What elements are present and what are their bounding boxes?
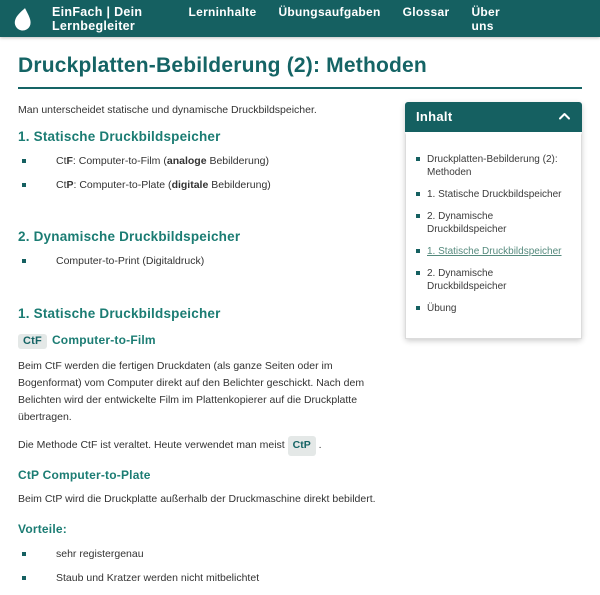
toc-header[interactable] — [405, 102, 582, 132]
vorteile-list — [18, 547, 395, 587]
heading-statische-uebersicht: 1. Statische Druckbildspeicher — [18, 128, 221, 144]
content-row — [18, 99, 582, 595]
ctf-veraltet-paragraph: Die Methode CtF ist veraltet. Heute verwendet man meist CtP . — [18, 436, 395, 456]
toc-item-uebung[interactable]: Übung — [416, 302, 571, 315]
chevron-up-icon[interactable] — [558, 109, 571, 124]
list-item-registergenau: sehr registergenau — [18, 547, 395, 563]
nav-link-ueber-uns[interactable]: Über uns — [471, 4, 500, 33]
ctp-inline-badge: CtP — [288, 436, 316, 456]
toc-box — [405, 102, 582, 339]
toc-item-dynamische-2[interactable]: 2. Dynamische Druckbildspeicher — [416, 267, 571, 293]
ctf-paragraph: Beim CtF werden die fertigen Druckdaten (als ganze Seiten oder im Bogenformat) vom Computer direkt auf den Belichter geschickt. Nach dem Belichten wird der entwickelte Film im Plattenkopierer auf die Druckplatte übertragen. — [18, 360, 365, 423]
toc-item-statische-1[interactable]: 1. Statische Druckbildspeicher — [416, 188, 571, 201]
toc-body — [405, 132, 582, 339]
vorteile-label: Vorteile: — [18, 522, 67, 536]
heading-ctf: CtF Computer-to-Film — [18, 333, 395, 349]
toc-title: Inhalt — [416, 109, 453, 124]
navbar — [0, 0, 600, 37]
list-item-ctp: CtP: Computer-to-Plate (digitale Bebilderung) — [18, 178, 395, 194]
intro-text: Man unterscheidet statische und dynamische Druckbildspeicher. — [18, 104, 317, 116]
toc-item-statische-2-active[interactable]: 1. Statische Druckbildspeicher — [416, 245, 571, 258]
brand-title[interactable]: EinFach | Dein Lernbegleiter — [52, 4, 143, 33]
nav-link-uebungsaufgaben[interactable]: Übungsaufgaben — [278, 4, 381, 19]
statische-list — [18, 154, 395, 194]
list-item-ctf: CtF: Computer-to-Film (analoge Bebilderung) — [18, 154, 395, 170]
nav-links — [188, 5, 500, 33]
toc-sidebar — [405, 99, 582, 595]
nav-link-lerninhalte[interactable]: Lerninhalte — [188, 4, 257, 19]
list-item-computer-to-print: Computer-to-Print (Digitaldruck) — [18, 254, 395, 270]
brand-logo-drop-icon[interactable] — [14, 6, 34, 32]
list-item-staub-kratzer: Staub und Kratzer werden nicht mitbelichtet — [18, 571, 395, 587]
heading-ctp: CtP Computer-to-Plate — [18, 468, 151, 482]
page-title: Druckplatten-Bebilderung (2): Methoden — [18, 54, 427, 77]
ctp-paragraph: Beim CtP wird die Druckplatte außerhalb der Druckmaschine direkt bebildert. — [18, 493, 376, 505]
nav-link-glossar[interactable]: Glossar — [402, 4, 450, 19]
title-divider — [18, 87, 582, 89]
dynamische-list — [18, 254, 395, 270]
main-content — [18, 99, 405, 595]
heading-statische-detail: 1. Statische Druckbildspeicher — [18, 306, 221, 321]
toc-item-dynamische-1[interactable]: 2. Dynamische Druckbildspeicher — [416, 210, 571, 236]
page-container — [0, 54, 600, 595]
ctf-badge: CtF — [18, 334, 47, 349]
toc-item-methoden[interactable]: Druckplatten-Bebilderung (2): Methoden — [416, 153, 571, 179]
heading-dynamische-uebersicht: 2. Dynamische Druckbildspeicher — [18, 229, 241, 245]
